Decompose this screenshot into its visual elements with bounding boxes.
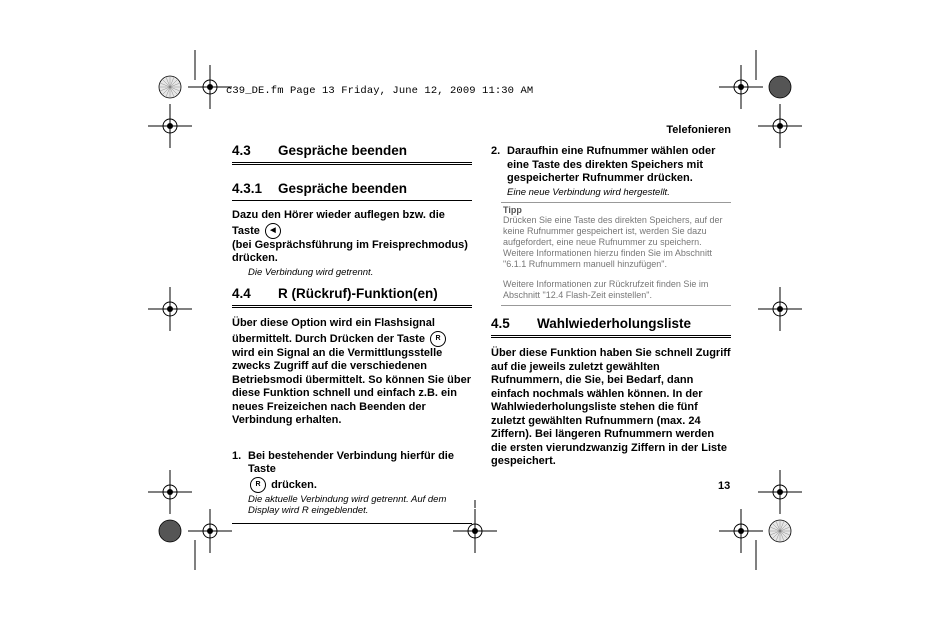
color-wheel-icon xyxy=(159,76,181,98)
page-number: 13 xyxy=(718,480,731,492)
tip-rule xyxy=(501,202,731,203)
heading-4-3-1: 4.3.1 Gespräche beenden xyxy=(232,181,408,196)
registration-mark-icon xyxy=(758,104,802,148)
print-info-header: c39_DE.fm Page 13 Friday, June 12, 2009 11:30 AM xyxy=(226,85,534,97)
registration-mark-icon xyxy=(758,287,802,331)
tip-title: Tipp xyxy=(503,205,522,215)
tip-box xyxy=(503,205,731,301)
heading-rule xyxy=(232,305,472,308)
color-wheel-icon xyxy=(769,76,791,98)
registration-mark-icon xyxy=(148,104,192,148)
color-wheel-icon xyxy=(159,520,181,542)
paragraph-flash: Über diese Option wird ein Flashsignal übermittelt. Durch Drücken der Taste R wird ein Signal an die Vermittlungsstelle zwecks Zugriff auf die verschiedenen Betriebsmodi übermittelt. So können Sie über diese Funktion schnell und einfach z.B. ein neues Freizeichen nach Beenden der Verbindung erhalten. xyxy=(232,317,471,426)
step-1: 1. Bei bestehender Verbindung hierfür die Taste R drücken. xyxy=(232,450,472,493)
registration-mark-icon xyxy=(758,470,802,514)
right-column xyxy=(491,145,731,469)
note-step-1: Die aktuelle Verbindung wird getrennt. Auf dem Display wird R eingeblendet. xyxy=(248,493,447,516)
heading-rule xyxy=(232,200,472,201)
color-wheel-icon xyxy=(769,520,791,542)
paragraph-redial: Über diese Funktion haben Sie schnell Zugriff auf die jeweils zuletzt gewählten Rufnummern, die Sie, bei Bedarf, dann einfach nochmals wählen können. In der Wahlwiederholungsliste stehen die fünf zuletzt gewählten Rufnummern (max. 24 Ziffern). Bei längeren Rufnummern werden die ersten vierundzwanzig Ziffern in der Liste gespeichert. xyxy=(491,347,731,467)
heading-rule xyxy=(232,162,472,165)
note-step-2: Eine neue Verbindung wird hergestellt. xyxy=(507,186,670,198)
step-2: 2. Daraufhin eine Rufnummer wählen oder eine Taste des direkten Speichers mit gespeicherter Rufnummer drücken. xyxy=(491,145,716,184)
r-key-icon: R xyxy=(250,477,266,493)
heading-4-5: 4.5 Wahlwiederholungsliste xyxy=(491,316,692,331)
registration-mark-icon xyxy=(148,470,192,514)
heading-rule xyxy=(491,335,731,338)
paragraph-hangup: Dazu den Hörer wieder auflegen bzw. die Taste ◀ (bei Gesprächsführung im Freisprechmodus) drücken. xyxy=(232,209,468,264)
speaker-key-icon: ◀ xyxy=(265,223,281,239)
heading-4-4: 4.4 R (Rückruf)-Funktion(en) xyxy=(232,286,438,301)
tip-rule xyxy=(501,305,731,306)
tip-text-1: Drücken Sie eine Taste des direkten Speichers, auf der keine Rufnummer gespeichert ist, werden Sie dazu aufgefordert, eine neue Rufnummer zu speichern. Weitere Informationen hierzu finden Sie im Abschnitt "6.1.1 Rufnummern manuell hinzufügen". xyxy=(503,215,723,269)
column-end-rule xyxy=(232,523,472,524)
heading-4-3: 4.3 Gespräche beenden xyxy=(232,143,408,158)
r-key-icon: R xyxy=(430,331,446,347)
registration-mark-icon xyxy=(148,287,192,331)
note-disconnected: Die Verbindung wird getrennt. xyxy=(248,266,374,278)
running-head: Telefonieren xyxy=(666,124,731,136)
left-column xyxy=(232,143,472,524)
tip-text-2: Weitere Informationen zur Rückrufzeit finden Sie im Abschnitt "12.4 Flash-Zeit einstellen". xyxy=(503,279,709,300)
